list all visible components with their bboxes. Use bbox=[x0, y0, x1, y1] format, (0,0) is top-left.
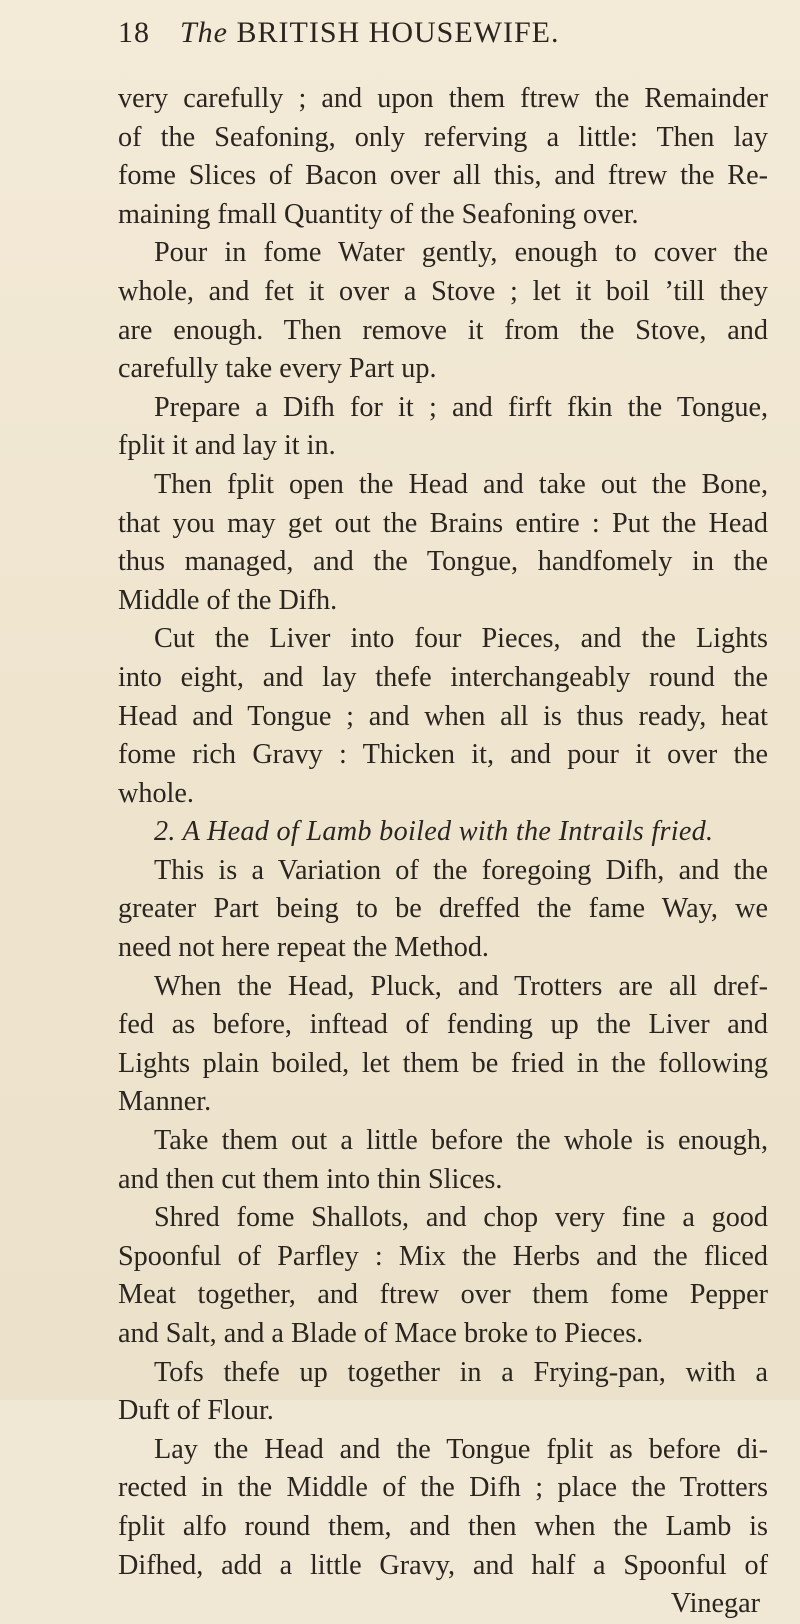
text-line: Pour in fome Water gently, enough to cover the bbox=[154, 237, 768, 269]
text-line: Difhed, add a little Gravy, and half a Spoonful of bbox=[118, 1549, 768, 1581]
text-line: Cut the Liver into four Pieces, and the Lights bbox=[154, 623, 768, 655]
text-line: whole, and fet it over a Stove ; let it boil ’till they bbox=[118, 275, 768, 307]
text-line: very carefully ; and upon them ftrew the Remainder bbox=[118, 83, 768, 114]
text-line: whole. bbox=[118, 777, 194, 809]
text-line: Tofs thefe up together in a Frying-pan, with a bbox=[154, 1356, 768, 1388]
text-line: and Salt, and a Blade of Mace broke to Pieces. bbox=[118, 1318, 644, 1349]
text-line: carefully take every Part up. bbox=[118, 353, 437, 385]
text-line: Head and Tongue ; and when all is thus ready, heat bbox=[118, 700, 768, 732]
page-header bbox=[118, 16, 760, 72]
text-line: Spoonful of Parfley : Mix the Herbs and the fliced bbox=[118, 1240, 768, 1272]
text-line: fome Slices of Bacon over all this, and ftrew the Re- bbox=[118, 160, 768, 192]
text-line: fplit it and lay it in. bbox=[118, 430, 336, 462]
text-line: Duft of Flour. bbox=[118, 1395, 274, 1427]
body-text bbox=[118, 80, 768, 1624]
text-line: that you may get out the Brains entire : Put the Head bbox=[118, 507, 768, 539]
text-line: Take them out a little before the whole is enough, bbox=[154, 1125, 768, 1157]
text-line: Lights plain boiled, let them be fried in the following bbox=[118, 1047, 768, 1079]
text-line: Middle of the Difh. bbox=[118, 584, 338, 616]
text-line: Meat together, and ftrew over them fome Pepper bbox=[118, 1279, 768, 1311]
page-number: 18 bbox=[118, 16, 150, 49]
section-heading: 2. A Head of Lamb boiled with the Intrails fried. bbox=[154, 816, 714, 848]
text-line: fome rich Gravy : Thicken it, and pour it over the bbox=[118, 739, 768, 771]
text-line: Prepare a Difh for it ; and firft fkin the Tongue, bbox=[154, 391, 768, 423]
text-line: fed as before, inftead of fending up the Liver and bbox=[118, 1009, 768, 1041]
text-line: This is a Variation of the foregoing Difh, and the bbox=[154, 854, 768, 886]
catchword: Vinegar bbox=[670, 1588, 760, 1620]
text-line: rected in the Middle of the Difh ; place the Trotters bbox=[118, 1472, 768, 1504]
text-line: Lay the Head and the Tongue fplit as before di- bbox=[154, 1433, 768, 1465]
text-line: are enough. Then remove it from the Stove, and bbox=[118, 314, 768, 346]
text-line: Then fplit open the Head and take out the Bone, bbox=[154, 468, 768, 500]
text-line: into eight, and lay thefe interchangeably round the bbox=[118, 661, 768, 693]
running-head bbox=[180, 16, 560, 50]
text-line: need not here repeat the Method. bbox=[118, 932, 489, 964]
text-line: When the Head, Pluck, and Trotters are all dref- bbox=[154, 970, 768, 1002]
text-line: Manner. bbox=[118, 1086, 212, 1118]
text-line: thus managed, and the Tongue, handfomely in the bbox=[118, 546, 768, 578]
text-line: and then cut them into thin Slices. bbox=[118, 1163, 503, 1195]
text-line: fplit alfo round them, and then when the Lamb is bbox=[118, 1510, 768, 1542]
running-head-prefix: The bbox=[180, 16, 228, 49]
text-line: maining fmall Quantity of the Seafoning over. bbox=[118, 198, 639, 230]
text-line: of the Seafoning, only referving a little: Then lay bbox=[118, 121, 768, 153]
text-line: Shred fome Shallots, and chop very fine a good bbox=[154, 1202, 768, 1234]
text-line: greater Part being to be dreffed the fame Way, we bbox=[118, 893, 768, 925]
running-head-title: BRITISH HOUSEWIFE. bbox=[236, 16, 560, 49]
